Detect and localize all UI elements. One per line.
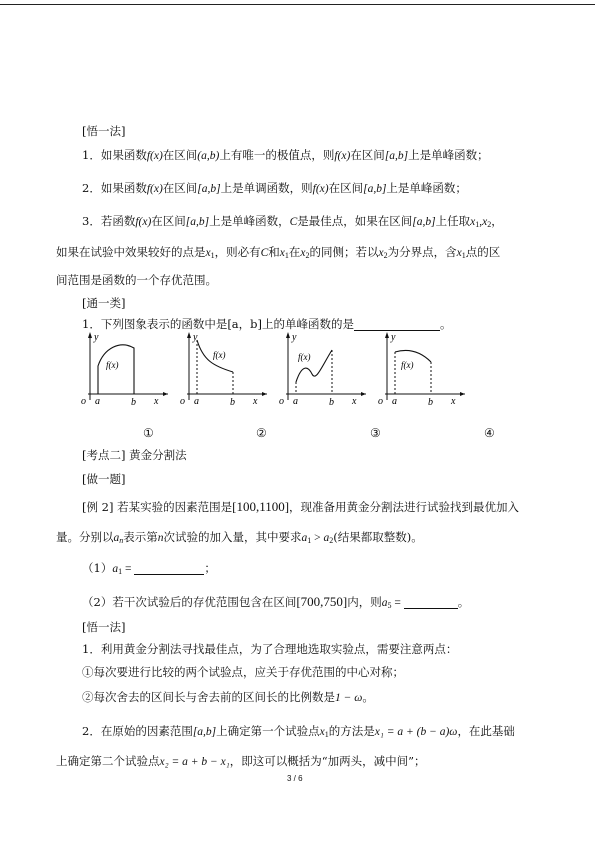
math: 1 − ω <box>335 692 363 704</box>
answer-blank-1[interactable] <box>134 564 204 575</box>
math: x <box>300 247 306 259</box>
math: x <box>482 216 488 228</box>
fx-label: f(x) <box>106 360 119 370</box>
y-arrow <box>187 332 191 338</box>
text: (结果都取整数)。 <box>333 530 423 544</box>
text: 上任取 <box>435 214 471 228</box>
math: f(x) <box>312 183 329 195</box>
y-label: y <box>292 332 297 343</box>
graph-number-1: ① <box>143 426 154 440</box>
math: x <box>279 247 285 259</box>
math: [a,b] <box>185 216 210 228</box>
text: ； <box>204 561 216 575</box>
math: [a,b] <box>197 183 221 195</box>
b-label: b <box>230 397 235 408</box>
a-label: a <box>293 396 298 407</box>
text: ，即这可以概括为“加两头，减中间”； <box>229 754 426 768</box>
text: 在 <box>288 245 301 259</box>
wu1-line-4 <box>56 245 500 263</box>
text: 在区间 <box>350 148 385 162</box>
x-arrow <box>361 392 366 396</box>
example-line-1 <box>82 500 519 514</box>
subscript: 1 <box>284 251 289 260</box>
text: 和 <box>268 245 280 259</box>
x-label: x <box>451 396 456 407</box>
subscript: 1 <box>210 251 215 260</box>
math: a <box>112 563 119 575</box>
a-label: a <box>95 396 100 407</box>
origin-label: o <box>81 396 86 407</box>
text: 是最佳点，如果在区间 <box>297 214 413 228</box>
wu2-line-1: 1．利用黄金分割法寻找最佳点，为了合理地选取实验点，需要注意两点： <box>82 642 458 656</box>
math: x <box>205 247 211 259</box>
math: [100,1100] <box>232 499 290 514</box>
b-label: b <box>329 397 334 408</box>
x-label: x <box>154 396 159 407</box>
example-line-2 <box>56 530 423 548</box>
page-number: 3 / 6 <box>287 774 303 783</box>
text: 。 <box>440 317 452 331</box>
wu1-line-2 <box>82 181 467 196</box>
graph-2 <box>177 330 277 410</box>
math: x <box>470 216 476 228</box>
text: ，则必有 <box>214 245 261 259</box>
tong-question <box>82 317 452 331</box>
y-label: y <box>193 332 198 343</box>
subscript: 1 <box>324 730 329 739</box>
text: 上是单峰函数； <box>408 148 489 162</box>
math: x <box>456 247 462 259</box>
graph-3 <box>276 330 376 410</box>
text: 2．如果函数 <box>82 181 147 195</box>
wu2-line-3 <box>82 690 374 705</box>
text: 上确定第二个试验点 <box>56 754 160 768</box>
text: 的同侧；若以 <box>309 245 379 259</box>
math: C <box>289 216 298 228</box>
wu2-line-4 <box>82 724 515 742</box>
answer-blank[interactable] <box>354 320 440 331</box>
y-arrow <box>385 332 389 338</box>
text: ，在此基础 <box>457 724 515 738</box>
x-label: x <box>253 396 258 407</box>
text: 1．如果函数 <box>82 148 147 162</box>
text: ，现准备用黄金分割法进行试验找到最优加入 <box>289 500 520 514</box>
text: 在区间 <box>162 148 198 162</box>
y-arrow <box>286 332 290 338</box>
subscript: 1 <box>461 251 466 260</box>
math: [a,b] <box>412 216 436 228</box>
text: ， <box>491 214 503 228</box>
math: [700,750] <box>296 594 348 609</box>
math: C <box>260 247 269 259</box>
text: 内，则 <box>347 595 382 609</box>
top-rule <box>0 4 595 5</box>
y-label: y <box>391 332 396 343</box>
section-header-tong: [通一类] <box>82 296 126 310</box>
text: 上有唯一的极值点，则 <box>219 148 335 162</box>
a-label: a <box>392 396 397 407</box>
origin-label: o <box>279 396 284 407</box>
section-header-kd2: [考点二] 黄金分割法 <box>82 448 187 462</box>
math: a <box>381 597 388 609</box>
b-label: b <box>428 397 433 408</box>
x-arrow <box>262 392 267 396</box>
section-header-zuo: [做一题] <box>82 472 126 486</box>
subscript: 2 <box>305 251 310 260</box>
text: 为分界点，含 <box>387 245 457 259</box>
math: x₁ = a + (b − a)ω <box>374 726 458 738</box>
math: = <box>122 563 135 575</box>
fx-label: f(x) <box>401 360 414 370</box>
text: 在区间 <box>162 181 198 195</box>
graph-1 <box>78 330 178 410</box>
text: [例 2] 若某实验的因素范围是 <box>82 500 233 514</box>
text: , <box>479 216 483 228</box>
wu1-line-5: 间范围是函数的一个存优范围。 <box>56 273 217 287</box>
text: 3．若函数 <box>82 214 136 228</box>
text: 上是单峰函数； <box>386 181 467 195</box>
y-label: y <box>94 332 99 343</box>
graph-number-4: ④ <box>484 426 495 440</box>
math: [a,b] <box>384 150 409 162</box>
text: 上是单峰函数， <box>209 214 290 228</box>
text: 在区间 <box>151 214 186 228</box>
wu2-line-5 <box>56 754 426 769</box>
graph-4 <box>375 330 475 410</box>
math: (a,b) <box>197 150 220 162</box>
math: x₂ = a + b − x₁ <box>159 756 230 768</box>
text: ②每次舍去的区间长与舍去前的区间长的比例数是 <box>82 690 335 704</box>
math: f(x) <box>146 183 163 195</box>
wu1-line-1 <box>82 148 489 163</box>
graph-number-3: ③ <box>370 426 381 440</box>
math: a <box>301 532 308 544</box>
a-label: a <box>194 396 199 407</box>
subscript: 2 <box>487 220 492 229</box>
text: 2．在原始的因素范围 <box>82 724 193 738</box>
math: a <box>323 532 330 544</box>
math: [a,b] <box>192 726 217 738</box>
text: 。 <box>362 690 374 704</box>
subscript: 1 <box>475 220 480 229</box>
subscript: n <box>119 536 124 545</box>
text: 表示第 <box>123 530 158 544</box>
text: 1．下列图象表示的函数中是[a，b]上的单峰函数的是 <box>82 317 355 331</box>
text: 如果在试验中效果较好的点是 <box>56 245 206 259</box>
fx-label: f(x) <box>213 350 226 360</box>
part-2 <box>82 595 469 613</box>
subscript: 2 <box>383 251 388 260</box>
x-label: x <box>352 396 357 407</box>
math: n <box>157 532 164 544</box>
fx-label: f(x) <box>298 352 311 362</box>
origin-label: o <box>378 396 383 407</box>
answer-blank-2[interactable] <box>404 598 458 609</box>
section-header-wu1: [悟一法] <box>82 124 126 138</box>
subscript: 1 <box>118 567 123 576</box>
graph-number-2: ② <box>256 426 267 440</box>
subscript: 1 <box>307 536 312 545</box>
subscript: 2 <box>329 536 334 545</box>
wu1-line-3 <box>82 214 503 232</box>
part-1 <box>82 561 216 579</box>
math: x <box>378 247 384 259</box>
math: [a,b] <box>363 183 387 195</box>
text: 。 <box>457 595 470 609</box>
math: f(x) <box>334 150 351 162</box>
text: 点的区 <box>465 245 501 259</box>
text: 次试验的加入量，其中要求 <box>163 530 302 544</box>
text: 量。分别以 <box>56 530 114 544</box>
text: 上确定第一个试验点 <box>216 724 320 738</box>
text: 在区间 <box>328 181 364 195</box>
math: f(x) <box>146 150 163 162</box>
math: x <box>319 726 325 738</box>
section-header-wu2: [悟一法] <box>82 620 126 634</box>
text: （1） <box>82 561 113 575</box>
x-arrow <box>460 392 465 396</box>
text: 上是单调函数，则 <box>220 181 313 195</box>
b-label: b <box>131 397 136 408</box>
origin-label: o <box>180 396 185 407</box>
text: （2）若干次试验后的存优范围包含在区间 <box>82 595 297 609</box>
y-arrow <box>88 332 92 338</box>
wu2-line-2: ①每次要进行比较的两个试验点，应关于存优范围的中心对称； <box>82 665 404 679</box>
math: = <box>391 597 404 609</box>
math: > <box>311 532 324 544</box>
text: 的方法是 <box>328 724 375 738</box>
subscript: 5 <box>387 601 392 610</box>
math: f(x) <box>135 216 152 228</box>
x-arrow <box>163 392 168 396</box>
math: a <box>113 532 120 544</box>
